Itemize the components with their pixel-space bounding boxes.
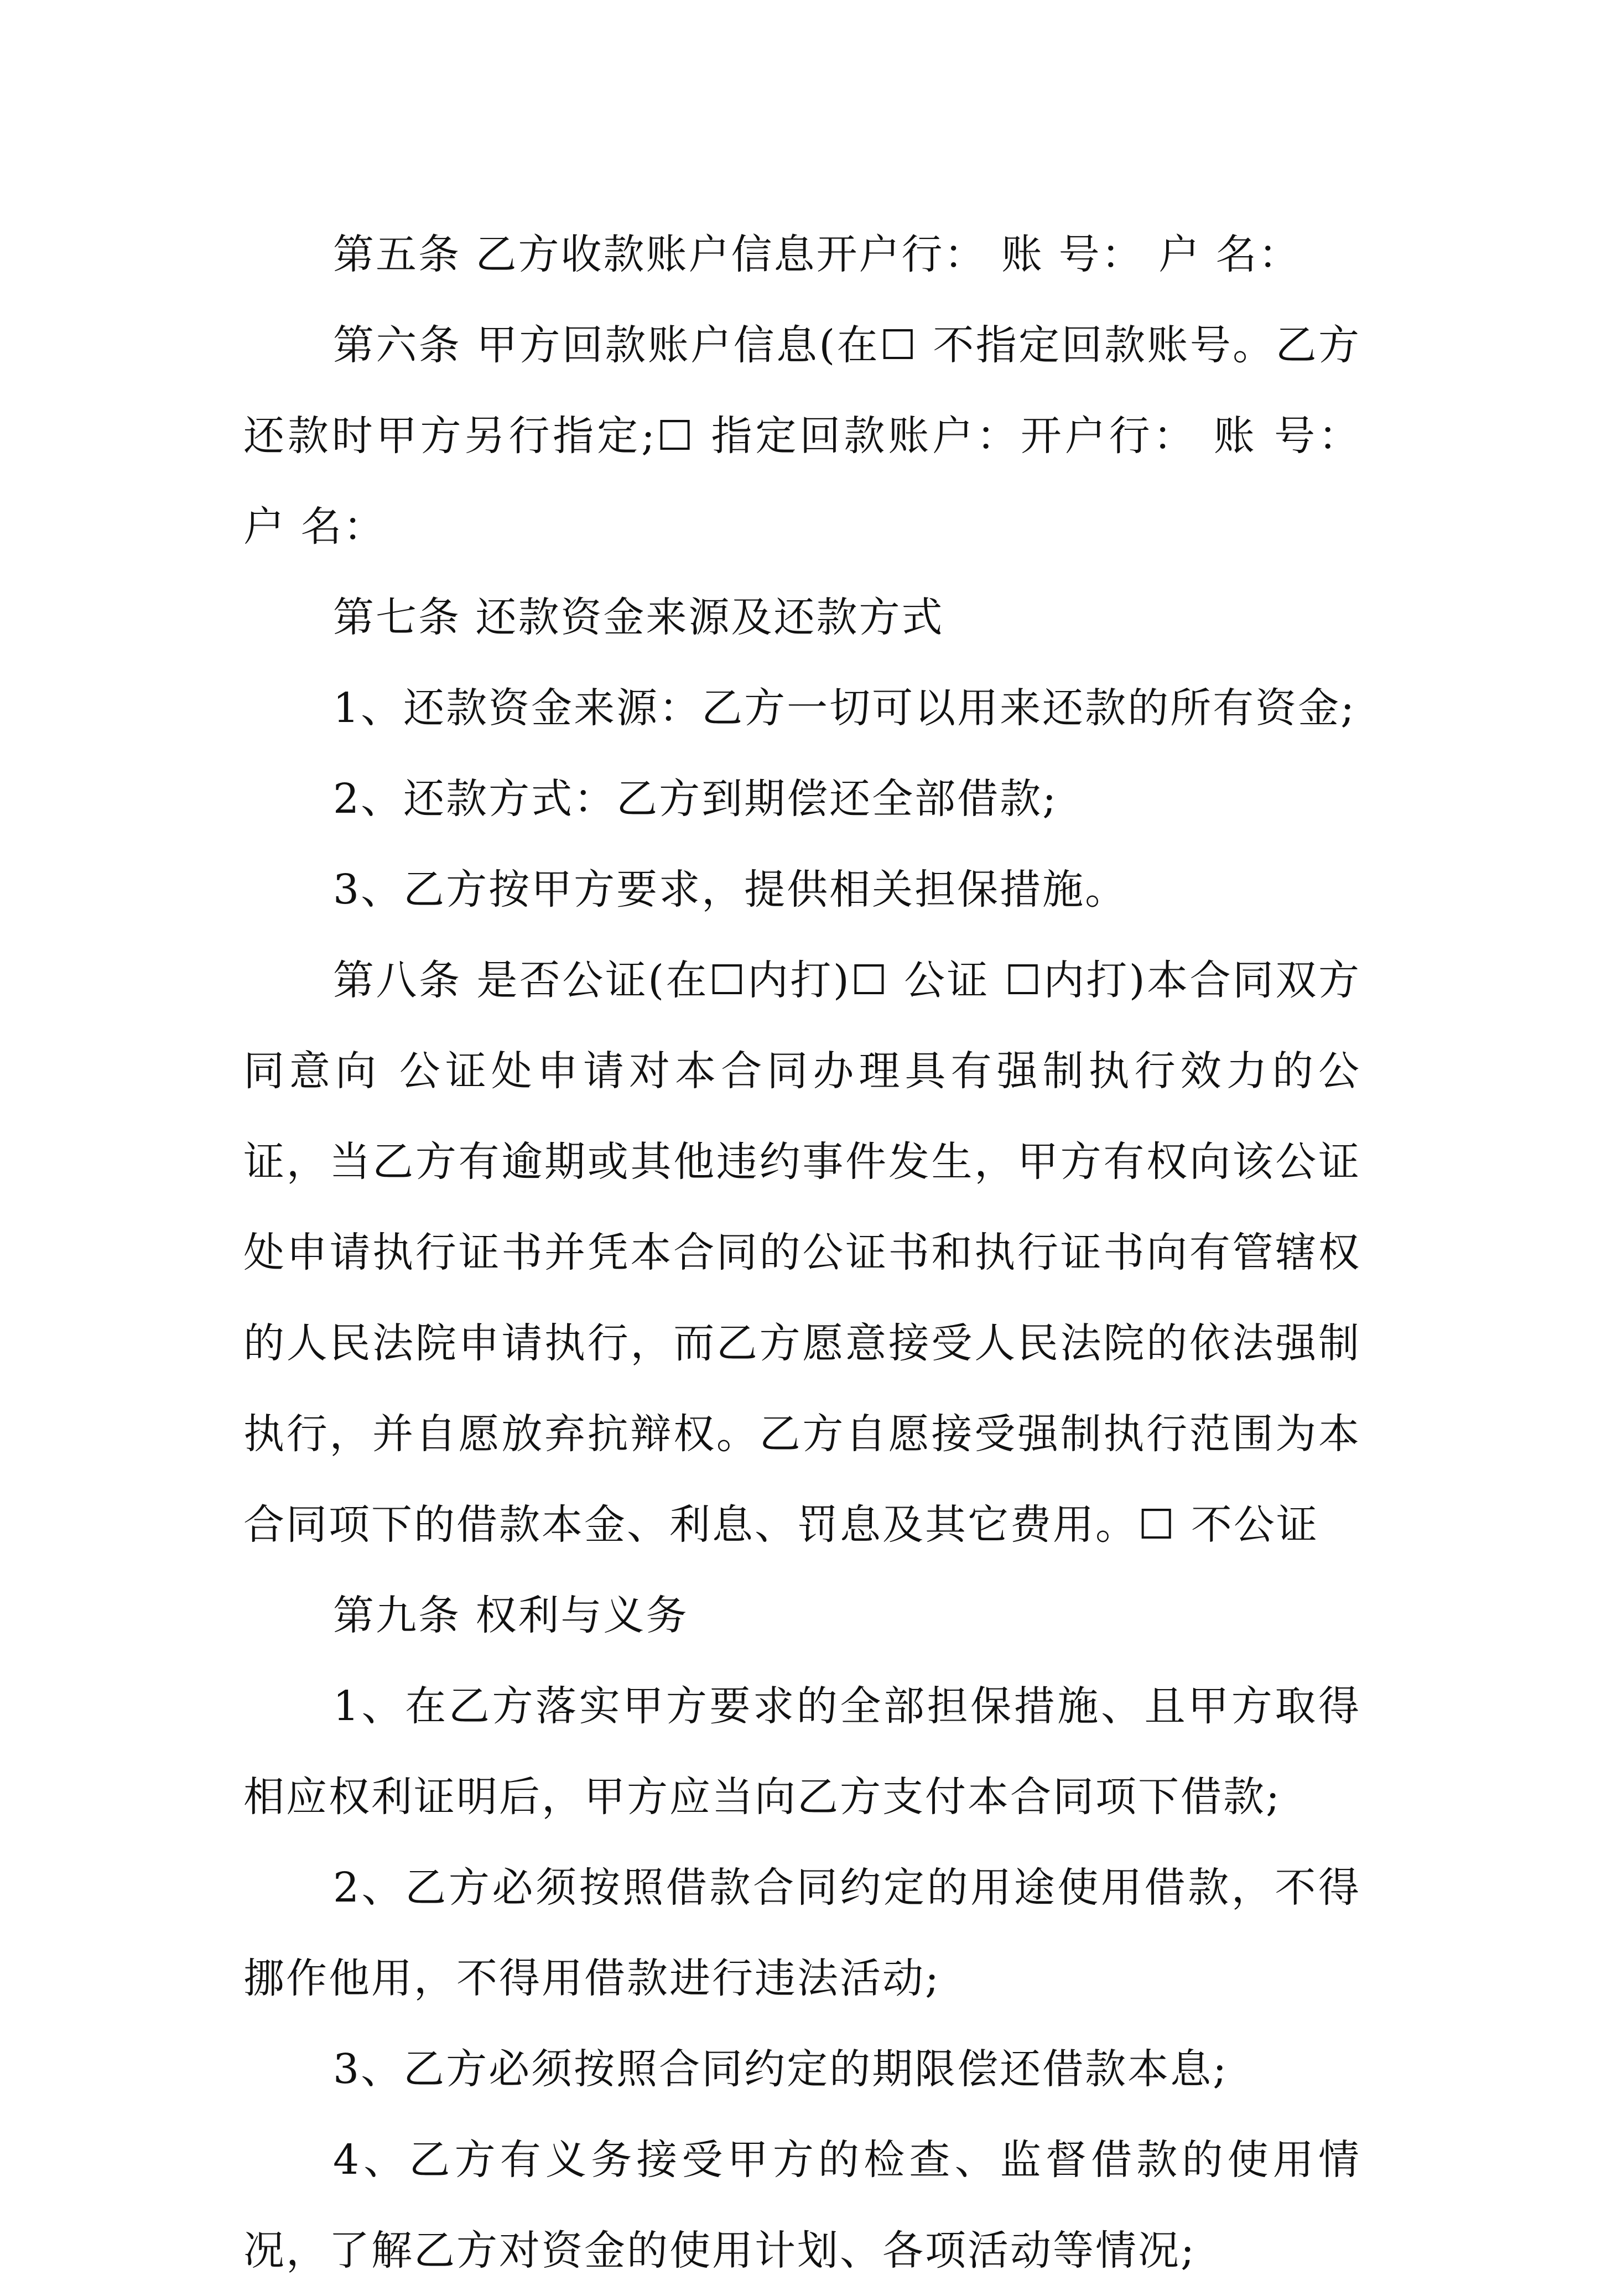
article-9-item-4: 4、乙方有义务接受甲方的检查、监督借款的使用情况，了解乙方对资金的使用计划、各项活动等情况; [243, 2136, 1361, 2274]
article-7-item-3: 3、乙方按甲方要求，提供相关担保措施。 [333, 866, 1128, 913]
article-5-paragraph: 第五条 乙方收款账户信息开户行： 账 号： 户 名： [333, 231, 1301, 278]
article-8-paragraph: 第八条 是否公证(在☐内打)☐ 公证 ☐内打)本合同双方同意向 公证处申请对本合同办理具有强制执行效力的公证，当乙方有逾期或其他违约事件发生，甲方有权向该公证处申请执行证书并凭本合同的公证书和执行证书向有管辖权的人民法院申请执行，而乙方愿意接受人民法院的依法强制执行，并自愿放弃抗辩权。乙方自愿接受强制执行范围为本合同项下的借款本金、利息、罚息及其它费用。☐ 不公证 [243, 957, 1361, 1549]
article-9-heading: 第九条 权利与义务 [333, 1592, 689, 1639]
article-7-heading: 第七条 还款资金来源及还款方式 [333, 594, 944, 641]
article-7-item-1: 1、还款资金来源：乙方一切可以用来还款的所有资金; [333, 684, 1356, 732]
article-9-item-3: 3、乙方必须按照合同约定的期限偿还借款本息; [333, 2045, 1229, 2093]
article-7-item-2: 2、还款方式：乙方到期偿还全部借款; [333, 775, 1058, 823]
article-6-paragraph: 第六条 甲方回款账户信息(在☐ 不指定回款账号。乙方还款时甲方另行指定;☐ 指定回款账户：开户行： 账 号：户 名： [243, 321, 1361, 550]
document-body [243, 209, 1361, 2296]
article-9-item-2: 2、乙方必须按照借款合同约定的用途使用借款，不得挪作他用，不得用借款进行违法活动; [243, 1864, 1361, 2002]
article-9-item-1: 1、在乙方落实甲方要求的全部担保措施、且甲方取得相应权利证明后，甲方应当向乙方支付本合同项下借款; [243, 1682, 1361, 1821]
